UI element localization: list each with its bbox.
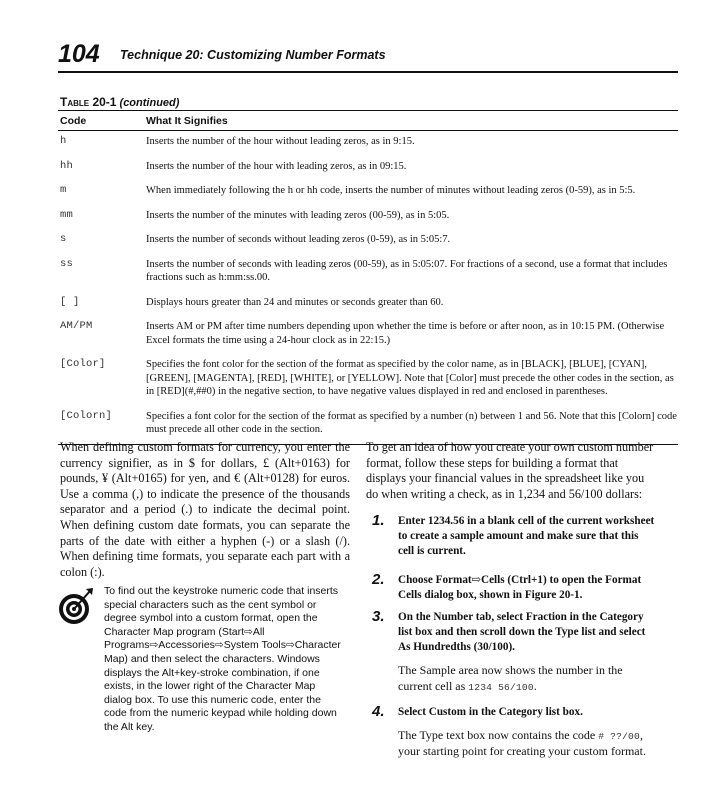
meaning-cell: Inserts the number of seconds with leading zeros (00-59), as in 5:05:07. For fractions of a second, use a format that includes fractions such as h:mm:ss.00. [146,258,668,283]
tip-text: To find out the keystroke numeric code that inserts special characters such as the cent symbol or degree symbol into a custom format, open the Character Map program (Start⇨All Programs⇨Accessories⇨System Tools⇨Character Map) and then select the characters. Windows displays the Alt+key-stroke combination, if one exists, in the lower right of the Character Map dialog box. To use this numeric code, enter the code from the numeric keypad while holding down the Alt key. [104,585,341,733]
table-row [58,229,678,254]
code-cell: hh [60,159,74,172]
step-number: 1. [372,512,385,530]
meaning-cell: Inserts AM or PM after time numbers depending upon whether the time is before or after noon, as in 10:15 PM. (Otherwise Excel formats the time using a 24-hour clock as in 22:15.) [146,321,665,346]
right-intro: To get an idea of how you create your own custom number format, follow these steps for building a format that displays your financial values in the spreadsheet like you do when writing a check, as in 1,234 and 56/100 dollars: [366,440,654,501]
table-title [60,95,179,109]
step-instruction: On the Number tab, select Fraction in the Category list box and then scroll down the Type list and select As Hundredths (30/100). [398,611,646,654]
step-instruction: Choose Format⇨Cells (Ctrl+1) to open the Format Cells dialog box, shown in Figure 20-1. [398,574,642,602]
meaning-cell: Displays hours greater than 24 and minutes or seconds greater than 60. [146,296,444,308]
step-item [366,573,656,603]
step-result [398,728,656,760]
step-item [366,610,656,695]
running-head: Technique 20: Customizing Number Formats [120,48,386,62]
code-cell: [Color] [60,358,106,370]
table-row [58,131,678,156]
step-item [366,702,656,760]
meaning-cell: Inserts the number of the minutes with leading zeros (00-59), as in 5:05. [146,209,450,221]
col-code-header: Code [58,111,144,131]
step-number: 3. [372,608,385,626]
right-column [366,440,656,760]
table-row [58,254,678,292]
code-cell: [ ] [60,295,80,308]
meaning-cell: Inserts the number of the hour with leading zeros, as in 09:15. [146,160,407,172]
step-item [366,514,656,559]
code-cell: m [60,184,67,196]
page-number: 104 [58,40,100,68]
target-tip-icon [58,587,94,627]
code-cell: AM/PM [60,320,93,332]
step-instruction: Select Custom in the Category list box. [398,705,583,718]
code-cell: mm [60,208,74,221]
code-cell: ss [60,257,74,270]
code-cell: h [60,135,67,147]
table-row [58,292,678,317]
step-instruction: Enter 1234.56 in a blank cell of the current worksheet to create a sample amount and make sure that this cell is current. [398,515,655,558]
meaning-cell: Inserts the number of the hour without leading zeros, as in 9:15. [146,136,415,147]
code-cell: [Colorn] [58,406,144,445]
table-row [58,156,678,181]
table-row [58,316,678,354]
step-result-end: , your starting point for creating your custom format. [398,727,646,759]
left-paragraph: When defining custom formats for currency, you enter the currency signifier, as in $ for dollars, £ (Alt+0163) for pounds, ¥ (Alt+0165) for yen, and € (Alt+0128) for euros. Use a comma (,) to indicate the presence of the thousands separator and a period (.) to indicate the decimal point. When defining custom date formats, you can separate the parts of the date with either a hyphen (-) or a slash (/). When defining time formats, you separate each part with a colon (:). [60,440,350,579]
table-label: Table 20-1 [60,95,117,109]
page-header [58,40,678,70]
step-number: 4. [372,702,385,720]
table-row [58,354,678,406]
codes-table [58,110,678,445]
code-cell: s [60,233,67,245]
table-row [58,406,678,445]
step-result [398,663,656,695]
header-rule [58,71,678,73]
step-result-text: The Type text box now contains the code [398,727,596,742]
col-meaning-header: What It Signifies [144,111,678,131]
table-continued: (continued) [119,97,180,109]
step-result-text: The Sample area now shows the number in the current cell as [398,663,623,693]
meaning-cell: Inserts the number of seconds without leading zeros (0-59), as in 5:05:7. [146,234,451,245]
step-result-code: # ??/00 [598,730,640,742]
meaning-cell: Specifies the font color for the section of the format as specified by the color name, as in [BLACK], [BLUE], [CYAN], [GREEN], [MAGENTA], [RED], [WHITE], or [YELLOW]. Note that [Color] must precede the other codes in the section, as in [RED](#,##0) in the negative section, to have negative values displayed in red and enclosed in parentheses. [146,359,674,397]
step-result-code: 1234 56/100 [468,681,534,693]
table-header-row [58,111,678,131]
step-result-end: . [533,678,537,693]
table-row [58,180,678,205]
meaning-cell: When immediately following the h or hh code, inserts the number of minutes without leading zeros (0-59), as in 5:5. [146,185,636,196]
meaning-cell: Specifies a font color for the section of the format as specified by a number (n) between 1 and 56. Note that this [Colorn] code must precede all other code in the section. [144,406,678,445]
table-row [58,205,678,230]
step-number: 2. [372,571,385,589]
